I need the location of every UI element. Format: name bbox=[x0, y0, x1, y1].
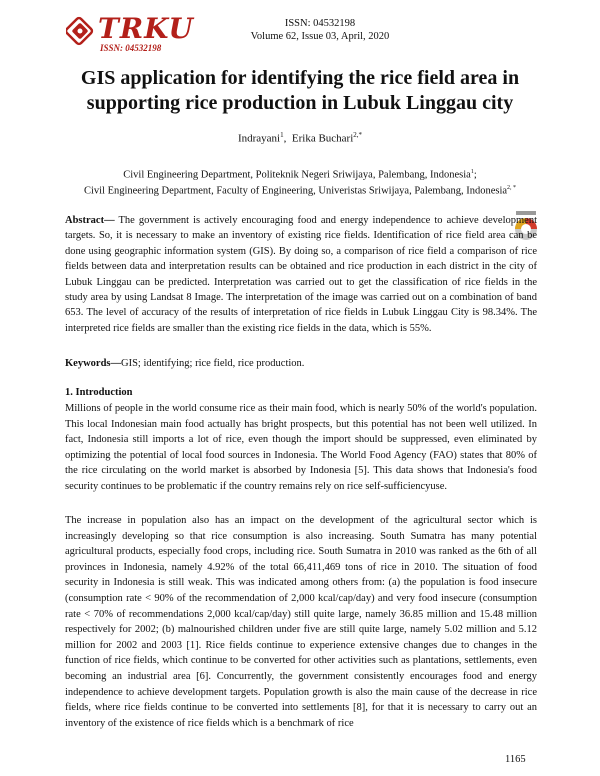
abstract-label: Abstract— bbox=[65, 215, 115, 226]
affiliations bbox=[40, 166, 560, 197]
issn-text: ISSN: 04532198 bbox=[284, 18, 356, 29]
affiliation-line: Civil Engineering Department, Faculty of Engineering, Univeristas Sriwijaya, Palembang, Indonesia$^{2, *}$ bbox=[83, 184, 517, 196]
page-number: 1165 bbox=[505, 754, 526, 765]
keywords-text: GIS; identifying; rice field, rice production. bbox=[121, 358, 305, 369]
author-name: Erika Buchari bbox=[291, 132, 354, 145]
affiliation-line: Civil Engineering Department, Politeknik Negeri Sriwijaya, Palembang, Indonesia$^1$; bbox=[123, 169, 477, 181]
journal-logo-icon bbox=[66, 16, 96, 48]
author-affiliation-mark: 1 bbox=[280, 131, 284, 139]
abstract-text: The government is actively encouraging food and energy independence to achieve development targets. So, it is necessary to make an inventory of existing rice fields. Identification of rice field area can be done using geographic information system (GIS). By doing so, a comparison of rice field a comparison of rice fields between data and interpretation results can be obtained and rice production in each district in the city of Lubuk Linggau can be predicted. Interpretation was carried out to get the classification of rice fields in the study area by using Landsat 8 Image. The interpretation of the image was carried out on a combination of band 653. The level of accuracy of the results of interpretation of rice fields in Lubuk Linggau City is 98.34%. The interpreted rice fields are smaller than the existing rice fields in the data, which is 55%. bbox=[65, 215, 537, 334]
abstract bbox=[65, 213, 537, 336]
author-affiliation-mark: 2,* bbox=[353, 131, 363, 139]
keywords bbox=[65, 358, 537, 369]
volume-text: Volume 62, Issue 03, April, 2020 bbox=[250, 31, 390, 42]
body-paragraph: Millions of people in the world consume rice as their main food, which is nearly 50% of the world's population. This local Indonesian main food actually has bright prospects, but this potential has not been well utilized. In fact, Indonesia still imports a lot of rice, even though the import should be suppressed, even eliminated by optimizing the potential of local food sources in Indonesia. The World Food Agency (FAO) states that 80% of the rice circulating on the world market is absorbed by Indonesia [5]. This data shows that Indonesia's food security continues to be problematic if the country remains rely on rice self-sufficiencyuse. bbox=[65, 403, 537, 492]
section-heading: 1. Introduction bbox=[65, 387, 133, 398]
journal-logo bbox=[66, 12, 194, 54]
paper-title: GIS application for identifying the rice field area in supporting rice production in Lubuk Linggau city bbox=[80, 67, 520, 114]
author-name: Indrayani bbox=[237, 132, 281, 145]
keywords-label: Keywords— bbox=[65, 358, 121, 369]
journal-logo-issn: ISSN: 04532198 bbox=[100, 43, 162, 53]
issn-block bbox=[220, 17, 420, 43]
body-paragraph: The increase in population also has an impact on the development of the agricultural sector which is increasingly developing so that rice consumption is also increasing. South Sumatra has many potential agricultural products, especially food crops, including rice. South Sumatra in 2010 was ranked as the 6th of all provinces in Indonesia, namely 4.92% of the total 66,411,469 tons of rice in 2010. The situation of food security in Indonesia is still weak. This was indicated among others from: (a) the population is food insecure (consumption rate < 90% of the recommendation of 2,000 kcal/cap/day) and very food insecure (consumption rate < 70% of recommendations 2,000 kcal/cap/day) still quite large, namely 36.85 million and 15.48 million respectively for 2002; (b) malnourished children under five are still quite large, namely 5.02 million and 5.12 million for 2002 and 2003 [1]. Rice fields continue to experience extensive changes due to changes in the function of rice fields, which continue to be converted for other activities such as plantations, settlements, even becoming an industrial area [6]. Concurrently, the government consistently encourages food and energy independence to achieve development targets. Population growth is also the main cause of the decrease in rice fields, where rice fields continue to be converted into settlements [8], for that it is necessary to carry out an inventory of the existence of rice fields which is a benchmark of rice bbox=[65, 515, 537, 729]
author-line: Indrayani$^1$, Erika Buchari$^{2,*}$ bbox=[237, 131, 363, 145]
journal-logo-title: TRKU bbox=[98, 12, 194, 45]
